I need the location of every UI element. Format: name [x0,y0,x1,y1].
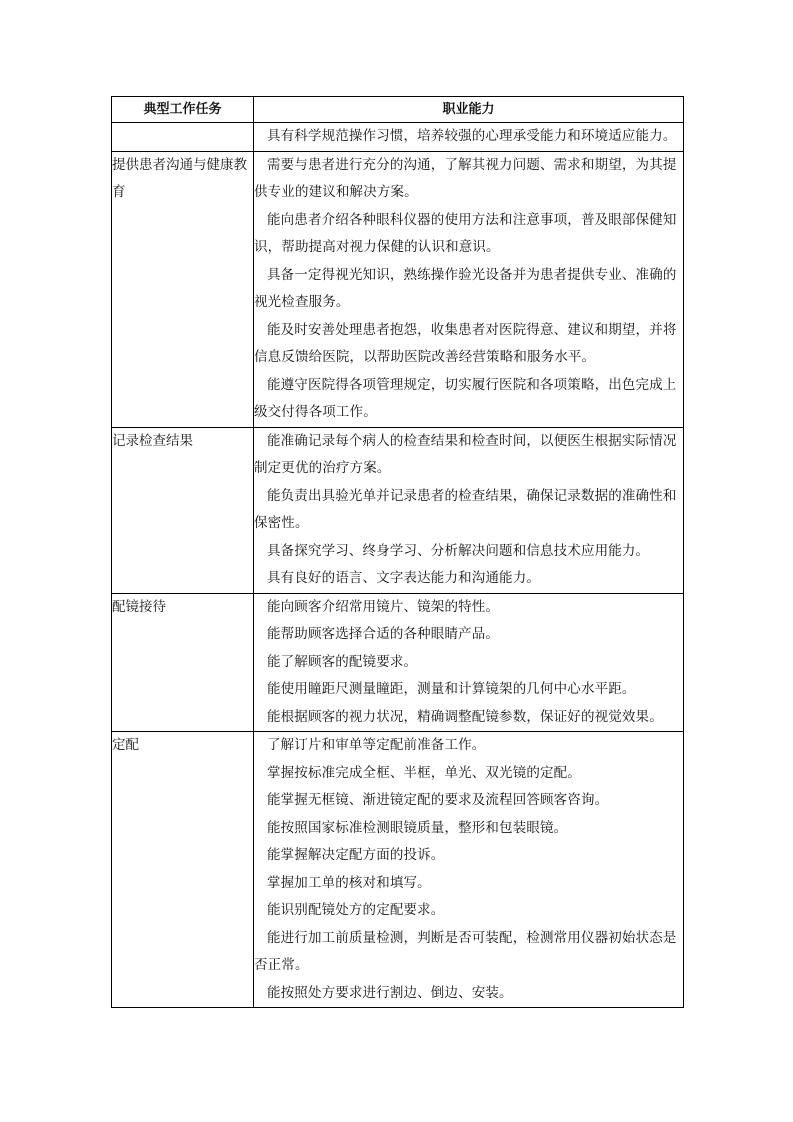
table-row [112,427,684,593]
capability-item: 能根据顾客的视力状况，精确调整配镜参数，保证好的视觉效果。 [267,708,663,725]
capability-item: 能及时安善处理患者抱怨，收集患者对医院得意、建议和期望，并将信息反馈给医院，以帮助医院改善经营策略和服务水平。 [254,321,677,365]
capability-cell [254,732,684,1008]
capability-item: 能掌握解决定配方面的投诉。 [267,847,445,863]
capability-item: 能向患者介绍各种眼科仪器的使用方法和注意事项，普及眼部保健知识，帮助提高对视力保健的认识和意识。 [254,211,677,255]
capability-item: 需要与患者进行充分的沟通，了解其视力问题、需求和期望，为其提供专业的建议和解决方案。 [254,156,677,200]
table-row [112,151,684,427]
capability-item: 能掌握无框镜、渐进镜定配的要求及流程回答顾客咨询。 [267,792,609,808]
capability-cell [254,427,684,593]
capability-item: 能识别配镜处方的定配要求。 [267,902,445,918]
task-cell [112,123,254,152]
table-row [112,593,684,732]
capability-item: 能了解顾客的配镜要求。 [267,653,418,670]
competency-table [111,96,684,1008]
capability-item: 掌握加工单的核对和填写。 [267,874,431,891]
table-header-row [112,97,684,123]
capability-item: 了解订片和审单等定配前准备工作。 [267,737,486,753]
capability-cell [254,593,684,732]
capability-item: 具有良好的语言、文字表达能力和沟通能力。 [267,570,540,586]
capability-item: 能按照国家标准检测眼镜质量，整形和包装眼镜。 [267,819,568,836]
header-task: 典型工作任务 [112,97,254,123]
capability-cell [254,151,684,427]
header-capability: 职业能力 [254,97,684,123]
capability-item: 具备探究学习、终身学习、分析解决问题和信息技术应用能力。 [267,542,650,559]
capability-item: 能按照处方要求进行割边、倒边、安装。 [267,984,513,1001]
table-row [112,123,684,152]
task-cell: 定配 [112,732,254,1008]
task-cell: 配镜接待 [112,593,254,732]
task-cell: 提供患者沟通与健康教育 [112,151,254,427]
capability-item: 能遵守医院得各项管理规定，切实履行医院和各项策略，出色完成上级交付得各项工作。 [254,376,677,420]
capability-item: 能使用瞳距尺测量瞳距，测量和计算镜架的几何中心水平距。 [267,681,636,697]
capability-item: 能进行加工前质量检测，判断是否可装配，检测常用仪器初始状态是否正常。 [254,929,677,973]
table-row [112,732,684,1008]
capability-item: 具备一定得视光知识，熟练操作验光设备并为患者提供专业、准确的视光检查服务。 [254,266,677,310]
capability-cell [254,123,684,152]
capability-item: 掌握按标准完成全框、半框，单光、双光镜的定配。 [267,764,581,781]
capability-item: 能帮助顾客选择合适的各种眼睛产品。 [267,626,500,642]
table-body [112,123,684,1008]
capability-item: 能负责出具验光单并记录患者的检查结果，确保记录数据的准确性和保密性。 [254,487,677,531]
capability-item: 能准确记录每个病人的检查结果和检查时间，以便医生根据实际情况制定更优的治疗方案。 [254,432,677,476]
capability-item: 具有科学规范操作习惯，培养较强的心理承受能力和环境适应能力。 [267,128,677,144]
capability-item: 能向顾客介绍常用镜片、镜架的特性。 [267,598,500,615]
task-cell: 记录检查结果 [112,427,254,593]
